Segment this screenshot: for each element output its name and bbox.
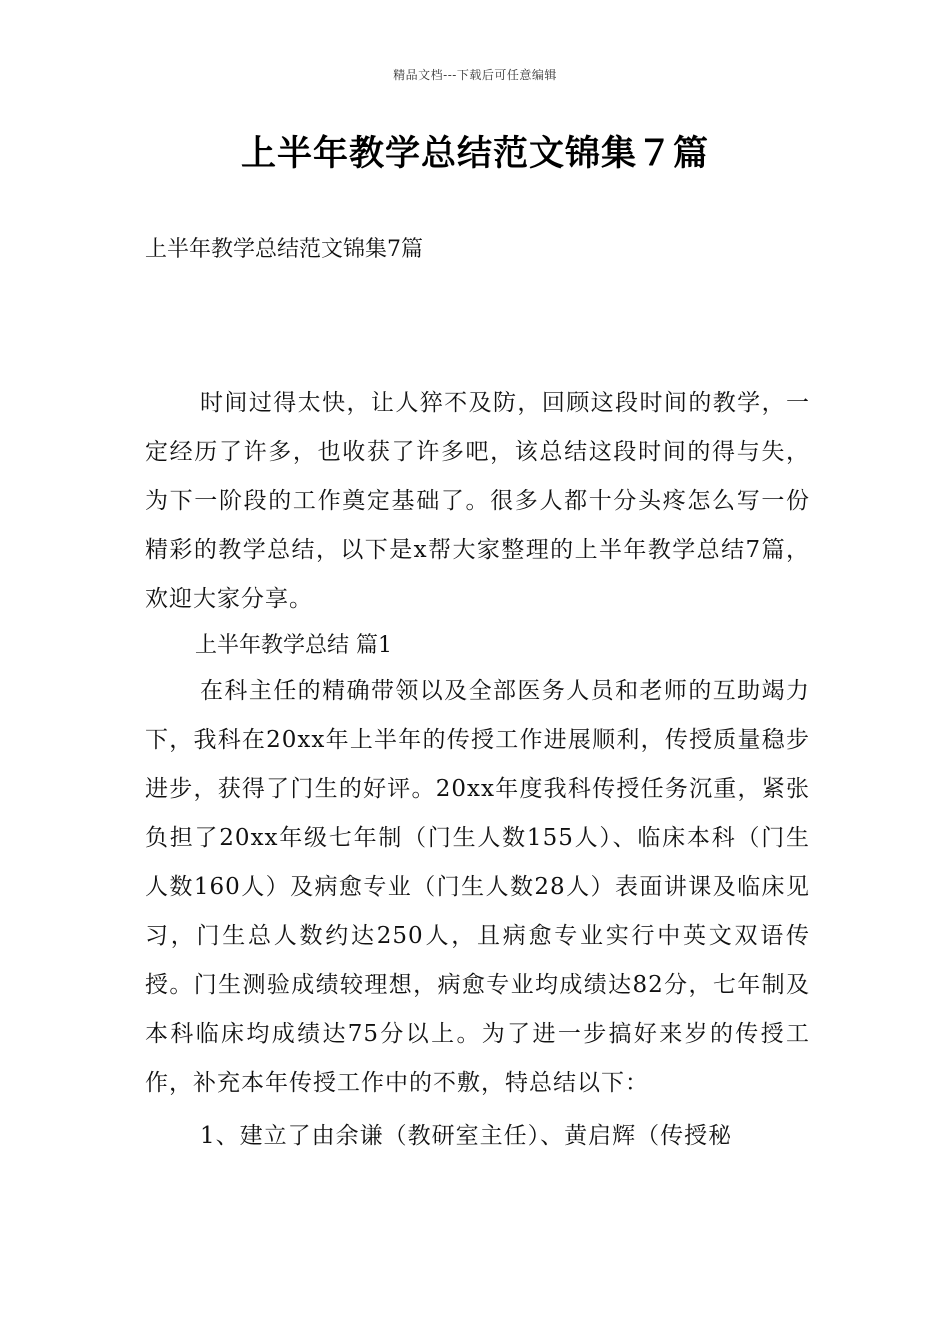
- document-body: [145, 379, 810, 1161]
- document-subtitle: 上半年教学总结范文锦集7篇: [145, 237, 423, 262]
- section-paragraph: 在科主任的精确带领以及全部医务人员和老师的互助竭力下，我科在20xx年上半年的传授工作进展顺利，传授质量稳步进步，获得了门生的好评。20xx年度我科传授任务沉重，紧张负担了20xx年级七年制（门生人数155人）、临床本科（门生人数160人）及病愈专业（门生人数28人）表面讲课及临床见习，门生总人数约达250人，且病愈专业实行中英文双语传授。门生测验成绩较理想，病愈专业均成绩达82分，七年制及本科临床均成绩达75分以上。为了进一步搞好来岁的传授工作，补充本年传授工作中的不敷，特总结以下：: [145, 678, 810, 1096]
- section-heading: 上半年教学总结 篇1: [195, 633, 392, 658]
- list-item: 1、建立了由余谦（教研室主任）、黄启辉（传授秘: [200, 1123, 733, 1149]
- intro-paragraph: 时间过得太快，让人猝不及防，回顾这段时间的教学，一定经历了许多，也收获了许多吧，该总结这段时间的得与失，为下一阶段的工作奠定基础了。很多人都十分头疼怎么写一份精彩的教学总结，以下是x帮大家整理的上半年教学总结7篇，欢迎大家分享。: [145, 390, 810, 612]
- document-header-note: 精品文档---下载后可任意编辑: [393, 68, 557, 82]
- document-title: 上半年教学总结范文锦集７篇: [240, 133, 709, 174]
